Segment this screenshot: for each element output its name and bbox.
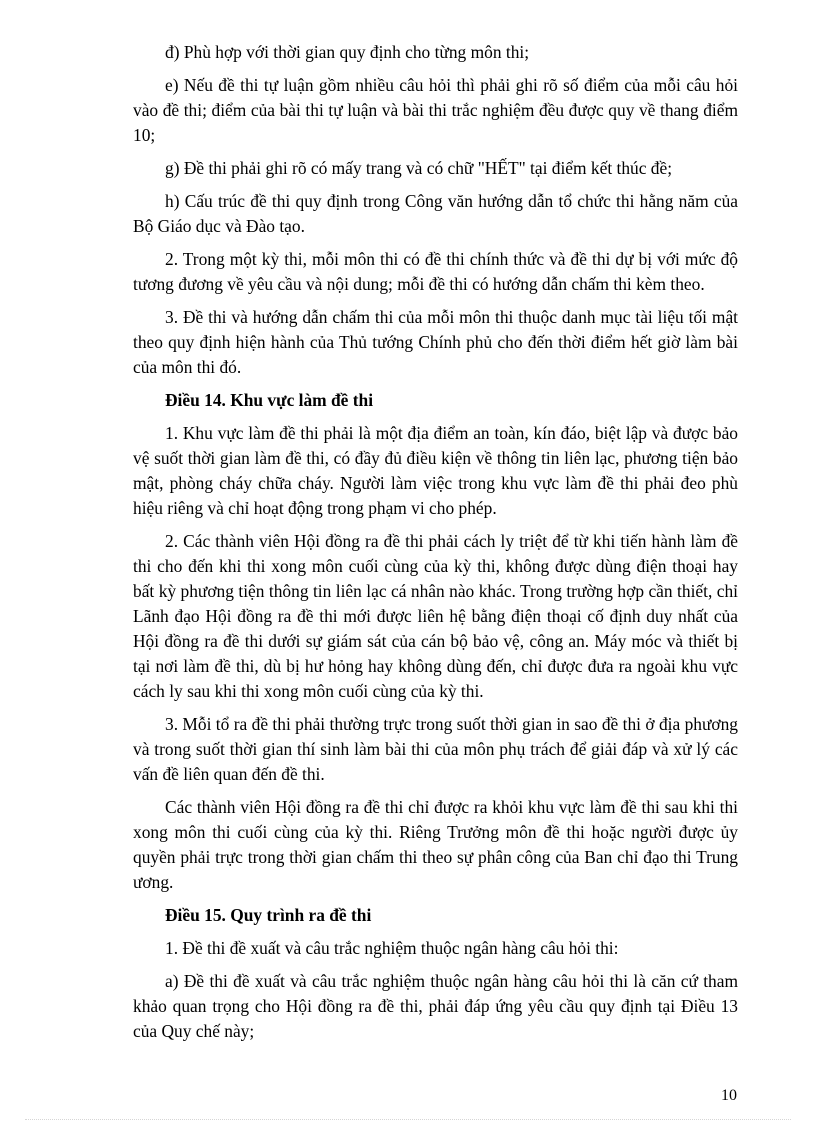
clause-h: h) Cấu trúc đề thi quy định trong Công văn hướng dẫn tổ chức thi hằng năm của Bộ Giáo dục và Đào tạo. [133,191,738,236]
clause-e: e) Nếu đề thi tự luận gồm nhiều câu hỏi thì phải ghi rõ số điểm của mỗi câu hỏi vào đề thi; điểm của bài thi tự luận và bài thi trắc nghiệm đều được quy về thang điểm 10; [133,75,738,145]
article-14-members-note: Các thành viên Hội đồng ra đề thi chỉ được ra khỏi khu vực làm đề thi sau khi thi xong môn thi cuối cùng của kỳ thi. Riêng Trưởng môn đề thi hoặc người được ủy quyền phải trực trong thời gian chấm thi theo sự phân công của Ban chỉ đạo thi Trung ương. [133,797,738,892]
page-number: 10 [721,1087,737,1104]
article-14-item-1: 1. Khu vực làm đề thi phải là một địa điểm an toàn, kín đáo, biệt lập và được bảo vệ suốt thời gian làm đề thi, có đầy đủ điều kiện về thông tin liên lạc, phương tiện bảo mật, phòng cháy chữa cháy. Người làm việc trong khu vực làm đề thi phải đeo phù hiệu riêng và chỉ hoạt động trong phạm vi cho phép. [133,423,738,518]
clause-g: g) Đề thi phải ghi rõ có mấy trang và có chữ "HẾT" tại điểm kết thúc đề; [165,158,673,178]
footer-divider [25,1119,791,1120]
page-body [133,40,738,1052]
clause-d-stroke: đ) Phù hợp với thời gian quy định cho từng môn thi; [165,42,530,62]
article-15-clause-a: a) Đề thi đề xuất và câu trắc nghiệm thuộc ngân hàng câu hỏi thi là căn cứ tham khảo quan trọng cho Hội đồng ra đề thi, phải đáp ứng yêu cầu quy định tại Điều 13 của Quy chế này; [133,971,738,1041]
item-3-confidentiality: 3. Đề thi và hướng dẫn chấm thi của mỗi môn thi thuộc danh mục tài liệu tối mật theo quy định hiện hành của Thủ tướng Chính phủ cho đến thời điểm hết giờ làm bài của môn thi đó. [133,307,738,377]
article-14-item-2: 2. Các thành viên Hội đồng ra đề thi phải cách ly triệt để từ khi tiến hành làm đề thi cho đến khi thi xong môn cuối cùng của kỳ thi, không được dùng điện thoại hay bất kỳ phương tiện thông tin liên lạc cá nhân nào khác. Trong trường hợp cần thiết, chỉ Lãnh đạo Hội đồng ra đề thi mới được liên hệ bằng điện thoại cố định duy nhất của Hội đồng ra đề thi dưới sự giám sát của cán bộ bảo vệ, công an. Máy móc và thiết bị tại nơi làm đề thi, dù bị hư hỏng hay không dùng đến, chỉ được đưa ra ngoài khu vực cách ly sau khi thi xong môn cuối cùng của kỳ thi. [133,531,738,701]
article-14-item-3: 3. Mỗi tổ ra đề thi phải thường trực trong suốt thời gian in sao đề thi ở địa phương và trong suốt thời gian thí sinh làm bài thi của môn phụ trách để giải đáp và xử lý các vấn đề liên quan đến đề thi. [133,714,738,784]
article-15-heading: Điều 15. Quy trình ra đề thi [165,905,372,925]
item-2-official-backup-exam: 2. Trong một kỳ thi, mỗi môn thi có đề thi chính thức và đề thi dự bị với mức độ tương đương về yêu cầu và nội dung; mỗi đề thi có hướng dẫn chấm thi kèm theo. [133,249,738,294]
article-14-heading: Điều 14. Khu vực làm đề thi [165,390,374,410]
article-15-item-1: 1. Đề thi đề xuất và câu trắc nghiệm thuộc ngân hàng câu hỏi thi: [165,938,619,958]
